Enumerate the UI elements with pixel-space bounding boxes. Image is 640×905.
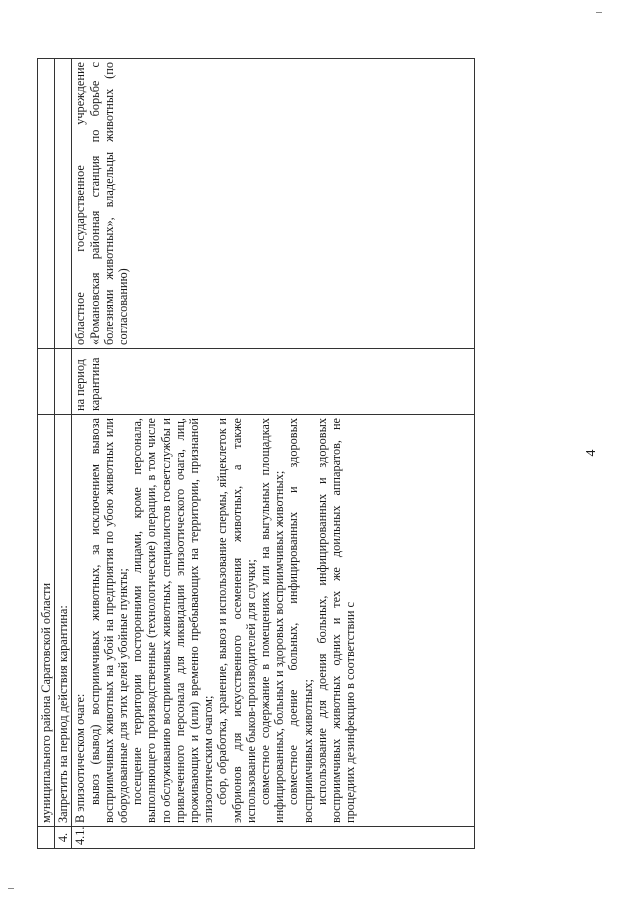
measures-cell — [72, 415, 475, 827]
measure-item: вывоз (вывод) восприимчивых животных, за исключением вывоза восприимчивых животных на убой на предприятия по убою животных или оборудованные для этих целей убойные пункты; — [87, 418, 131, 823]
table-cell — [55, 349, 72, 415]
table-cell — [38, 59, 55, 349]
rotated-table-sheet — [37, 59, 609, 849]
table-cell — [38, 827, 55, 849]
measures-title: В эпизоотическом очаге: — [73, 693, 88, 823]
period-cell: на период карантина — [72, 349, 475, 415]
table-row — [72, 59, 475, 849]
table-cell — [38, 349, 55, 415]
scan-mark — [8, 888, 14, 889]
table-row — [55, 59, 72, 849]
responsible-cell: областное государственное учреждение «Романовская районная станция по борьбе с болезнями животных», владельцы животных (по согласованию) — [72, 59, 475, 349]
scan-mark — [596, 12, 602, 13]
page-number: 4 — [584, 449, 599, 457]
measures-table — [37, 58, 475, 849]
table-row — [38, 59, 55, 849]
section-number: 4. — [55, 827, 72, 849]
item-number: 4.1. — [72, 827, 475, 849]
measure-item: совместное доение больных, инфицированных и здоровых восприимчивых животных; — [286, 418, 315, 823]
measure-item: посещение территории посторонними лицами, кроме персонала, выполняющего производственные (технологические) операции, в том числе по обслуживанию восприимчивых животных, специалистов госветслужбы и привлеченного персонала для ликвидации эпизоотического очага, лиц, проживающих и (или) временно пребывающих на территории, признаной эпизоотическим очагом; — [130, 418, 216, 823]
table-cell — [55, 59, 72, 349]
header-row-text: муниципального района Саратовской области — [38, 415, 55, 827]
section-text: Запретить на период действия карантина: — [55, 415, 72, 827]
measure-item: использование для доения больных, инфицированных и здоровых восприимчивых животных одних и тех же доильных аппаратов, не процедиих дезинфекцию в соответствии с — [314, 418, 358, 823]
measure-item: совместное содержание в помещениях или на выгульных площадках инфицированных, больных и здоровых восприимчивых животных; — [258, 418, 287, 823]
measure-item: сбор, обработка, хранение, вывоз и использование спермы, яйцеклеток и эмбрионов для искусственного осеменения животных, а также использование быков-производителей для случки; — [215, 418, 258, 823]
